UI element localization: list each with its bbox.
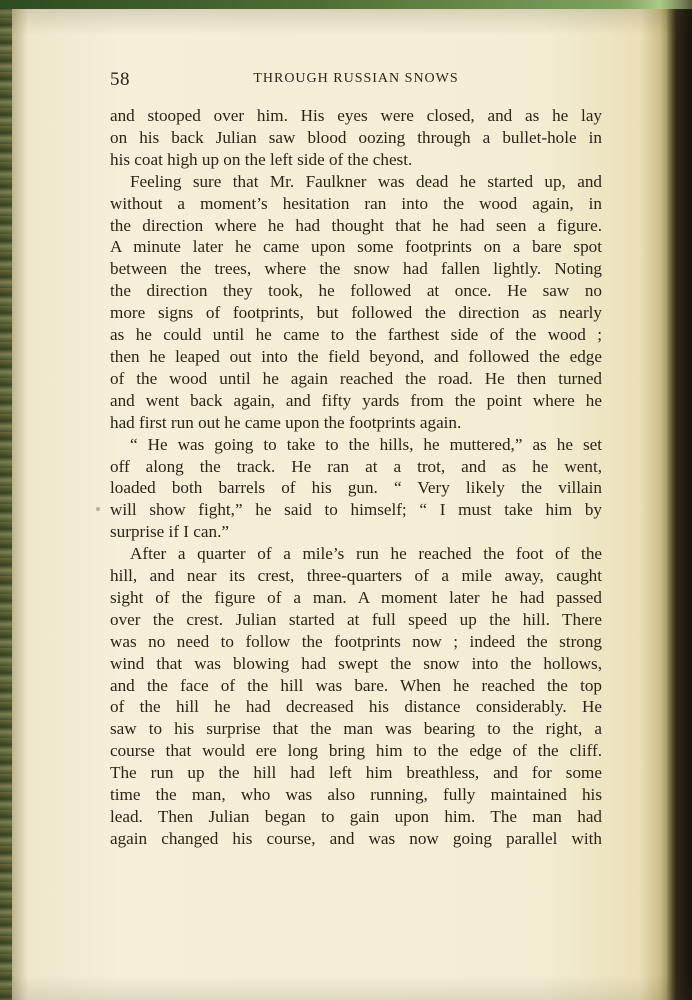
margin-mark xyxy=(96,507,100,511)
text-line: After a quarter of a mile’s run he reached the foot of the xyxy=(130,544,602,564)
text-line: over the crest. Julian started at full speed up the hill. There xyxy=(110,609,602,629)
right-page-shadow xyxy=(660,0,692,1000)
page-number: 58 xyxy=(110,69,130,90)
text-line: between the trees, where the snow had fallen lightly. Noting xyxy=(110,259,602,279)
text-line: off along the track. He ran at a trot, and as he went, xyxy=(110,456,602,476)
text-line: wind that was blowing had swept the snow into the hollows, xyxy=(110,653,602,673)
text-line: surprise if I can.” xyxy=(110,522,229,542)
text-line: had first run out he came upon the footprints again. xyxy=(110,412,462,432)
text-line: again changed his course, and was now going parallel with xyxy=(110,828,602,848)
text-line: without a moment’s hesitation ran into the wood again, in xyxy=(110,193,602,213)
top-shadow xyxy=(0,9,692,35)
book-text xyxy=(110,105,602,850)
text-line: “ He was going to take to the hills, he muttered,” as he set xyxy=(130,434,602,454)
text-line: as he could until he came to the farthest side of the wood ; xyxy=(110,325,602,345)
text-line: course that would ere long bring him to the edge of the cliff. xyxy=(110,741,602,761)
running-head: THROUGH RUSSIAN SNOWS xyxy=(253,71,459,86)
text-line: A minute later he came upon some footprints on a bare spot xyxy=(110,237,602,257)
bottom-shadow xyxy=(0,975,692,1000)
text-line: the direction where he had thought that he had seen a figure. xyxy=(110,215,602,235)
text-line: lead. Then Julian began to gain upon him. The man had xyxy=(110,807,602,826)
text-line: and stooped over him. His eyes were closed, and as he lay xyxy=(110,106,602,125)
text-line: was no need to follow the footprints now ; indeed the strong xyxy=(110,631,602,651)
text-line: of the hill he had decreased his distance considerably. He xyxy=(110,697,602,717)
text-line: more signs of footprints, but followed the direction as nearly xyxy=(110,303,602,323)
text-line: and went back again, and fifty yards from the point where he xyxy=(110,390,602,410)
text-line: of the wood until he again reached the road. He then turned xyxy=(110,368,602,388)
book-binding-edge xyxy=(0,0,12,1000)
text-line: saw to his surprise that the man was bearing to the right, a xyxy=(110,719,602,739)
text-line: sight of the figure of a man. A moment later he had passed xyxy=(110,587,602,607)
text-line: hill, and near its crest, three-quarters of a mile away, caught xyxy=(110,566,602,586)
text-line: time the man, who was also running, fully maintained his xyxy=(110,785,602,805)
text-line: will show fight,” he said to himself; “ I must take him by xyxy=(110,500,602,520)
text-line: his coat high up on the left side of the chest. xyxy=(110,149,413,169)
text-line: Feeling sure that Mr. Faulkner was dead he started up, and xyxy=(130,171,602,191)
top-page-edge xyxy=(0,0,692,9)
text-line: then he leaped out into the field beyond, and followed the edge xyxy=(110,346,602,366)
text-line: the direction they took, he followed at once. He saw no xyxy=(110,281,602,301)
text-line: and the face of the hill was bare. When he reached the top xyxy=(110,675,602,695)
text-line: on his back Julian saw blood oozing through a bullet-hole in xyxy=(110,127,602,147)
page-header xyxy=(110,69,602,93)
text-line: loaded both barrels of his gun. “ Very likely the villain xyxy=(110,478,602,498)
text-line: The run up the hill had left him breathless, and for some xyxy=(110,763,602,783)
